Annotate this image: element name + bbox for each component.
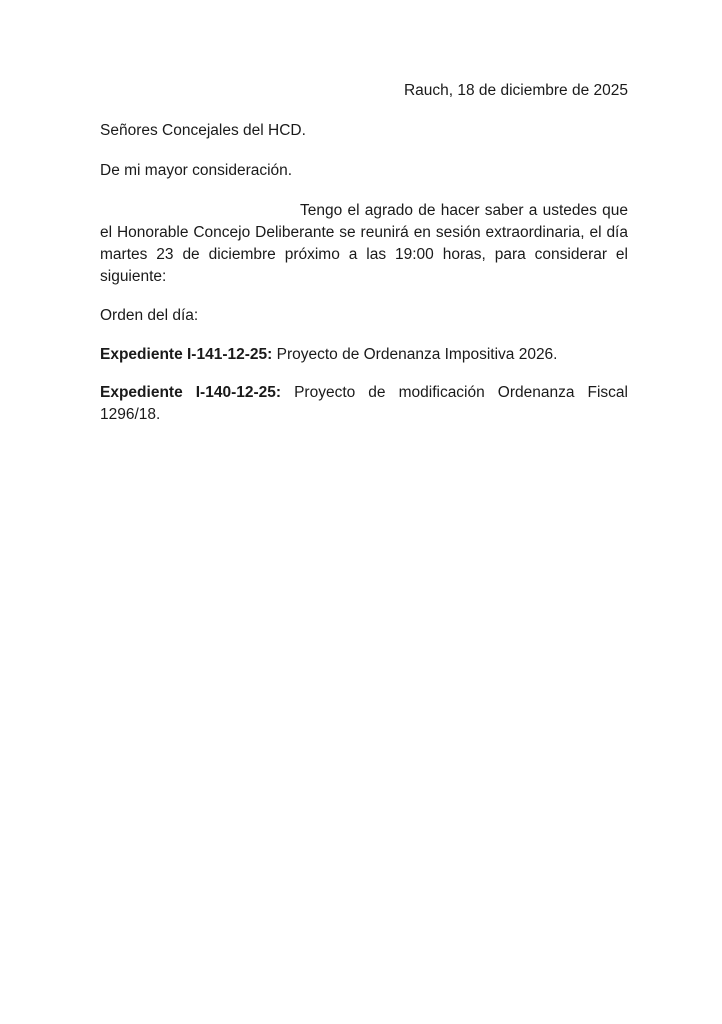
letter-date: Rauch, 18 de diciembre de 2025 [403, 82, 628, 99]
letter-greeting: De mi mayor consideración. [100, 162, 293, 179]
agenda-item-text: Proyecto de Ordenanza Impositiva 2026. [272, 346, 558, 363]
agenda-item-label: Expediente I-140-12-25: [100, 384, 282, 401]
order-of-day-heading: Orden del día: [100, 307, 199, 324]
agenda-item-label: Expediente I-141-12-25: [100, 346, 273, 363]
agenda-item-text: Proyecto de modificación Ordenanza Fiscal 1296/18. [100, 384, 629, 423]
letter-body-paragraph: Tengo el agrado de hacer saber a ustedes que el Honorable Concejo Deliberante se reunirá en sesión extraordinaria, el día martes 23 de diciembre próximo a las 19:00 horas, para considerar el siguiente: [100, 202, 628, 285]
letter-content [100, 80, 628, 442]
agenda-item [100, 344, 628, 366]
letter-salutation: Señores Concejales del HCD. [100, 122, 306, 139]
agenda-item [100, 382, 628, 426]
